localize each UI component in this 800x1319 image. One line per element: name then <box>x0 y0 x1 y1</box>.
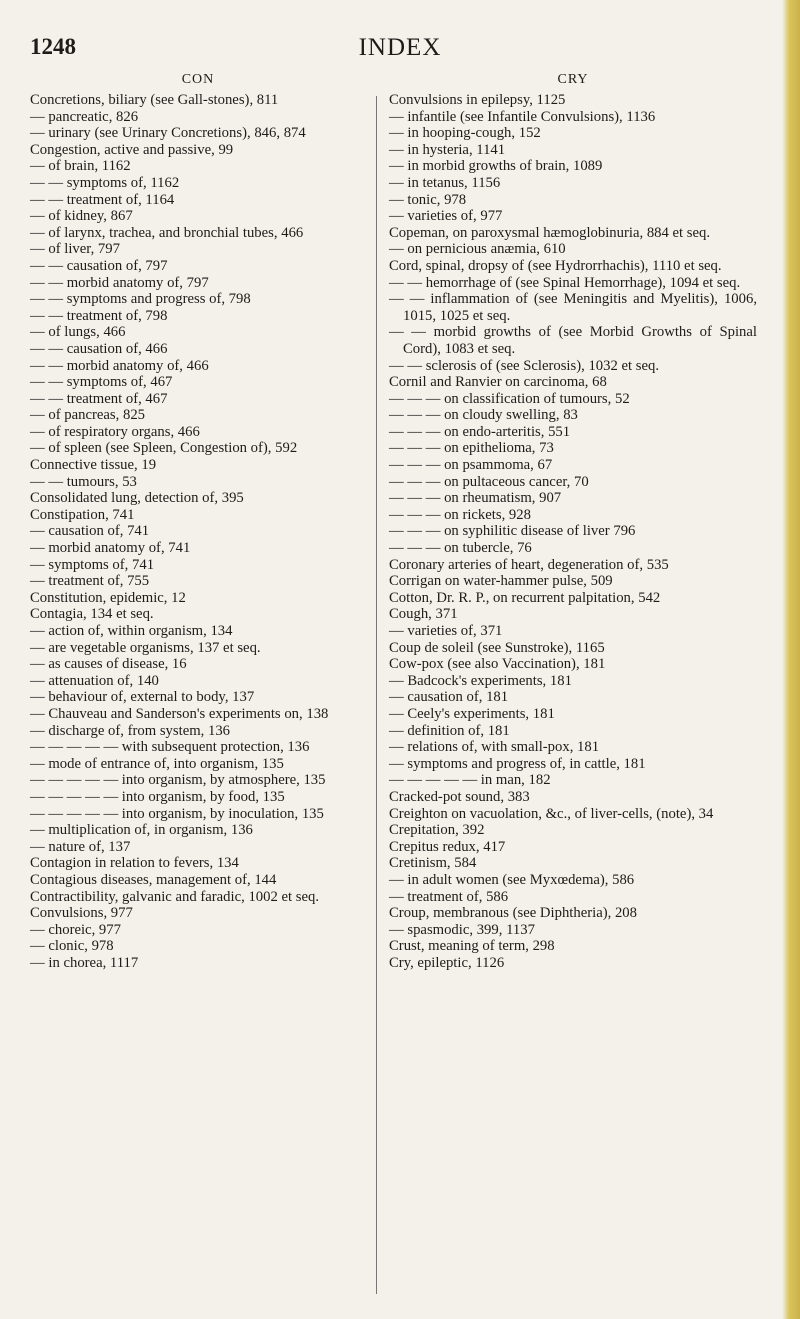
index-entry: — — — on syphilitic disease of liver 796 <box>389 523 636 540</box>
index-entry: — causation of, 741 <box>30 523 150 540</box>
index-entry: — — — on epithelioma, 73 <box>389 440 554 457</box>
index-entry: — clonic, 978 <box>30 938 114 955</box>
page-edge-strip <box>782 0 800 1319</box>
index-entry: — treatment of, 755 <box>30 573 150 590</box>
index-entry: — varieties of, 977 <box>389 208 503 225</box>
index-entry: — — — on pultaceous cancer, 70 <box>389 473 589 490</box>
index-entry: Constipation, 741 <box>30 506 135 523</box>
index-entry: Crepitation, 392 <box>389 822 485 839</box>
index-entry: Corrigan on water-hammer pulse, 509 <box>389 573 613 590</box>
index-entry: — as causes of disease, 16 <box>30 656 187 673</box>
index-entry: Cry, epileptic, 1126 <box>389 954 505 971</box>
index-entry: Constitution, epidemic, 12 <box>30 589 186 606</box>
index-entry: Contractibility, galvanic and faradic, 1002 et seq. <box>30 888 320 905</box>
index-entry: — — — on classification of tumours, 52 <box>389 390 630 407</box>
index-entry: — pancreatic, 826 <box>30 108 139 125</box>
index-entry: — — — on rickets, 928 <box>389 506 531 523</box>
index-entry: Crepitus redux, 417 <box>389 838 506 855</box>
index-entry: — — tumours, 53 <box>30 473 137 490</box>
index-entry: Contagion in relation to fevers, 134 <box>30 855 239 872</box>
page-number: 1248 <box>30 34 76 59</box>
index-entry: — of spleen (see Spleen, Congestion of), 592 <box>30 440 298 457</box>
index-entry: — — — — — into organism, by atmosphere, 135 <box>30 772 326 789</box>
index-entry: — tonic, 978 <box>389 191 467 208</box>
index-entry: Cracked-pot sound, 383 <box>389 788 530 805</box>
index-entry: — discharge of, from system, 136 <box>30 722 231 739</box>
index-entry: Crust, meaning of term, 298 <box>389 938 555 955</box>
index-entry: Croup, membranous (see Diphtheria), 208 <box>389 905 637 922</box>
index-entry: — — — — — into organism, by food, 135 <box>30 788 285 805</box>
index-entry-list <box>389 92 757 971</box>
index-entry: — — — — — in man, 182 <box>389 772 551 789</box>
index-entry: — of liver, 797 <box>30 241 120 258</box>
index-entry: — — — on tubercle, 76 <box>389 540 532 557</box>
index-entry: — multiplication of, in organism, 136 <box>30 822 253 839</box>
column-guide-word: CON <box>181 72 215 87</box>
index-entry: Convulsions, 977 <box>30 905 133 922</box>
index-entry-list <box>30 92 366 971</box>
index-entry: — — — on endo-arteritis, 551 <box>389 423 571 440</box>
index-entry: — in adult women (see Myxœdema), 586 <box>389 871 635 888</box>
index-entry: — — causation of, 797 <box>30 257 168 274</box>
index-entry: — in tetanus, 1156 <box>389 174 501 191</box>
index-column-left <box>30 72 366 971</box>
index-entry: Copeman, on paroxysmal hæmoglobinuria, 884 et seq. <box>389 224 711 241</box>
index-entry: — — treatment of, 798 <box>30 307 168 324</box>
index-entry: Concretions, biliary (see Gall-stones), 811 <box>30 92 279 108</box>
index-entry: — treatment of, 586 <box>389 888 509 905</box>
index-entry: Consolidated lung, detection of, 395 <box>30 490 244 507</box>
index-entry: — — treatment of, 467 <box>30 390 168 407</box>
index-entry: — — symptoms of, 467 <box>30 374 173 391</box>
index-entry: — attenuation of, 140 <box>30 672 159 689</box>
index-entry: Cretinism, 584 <box>389 855 477 872</box>
index-entry: — infantile (see Infantile Convulsions), 1136 <box>389 108 656 125</box>
index-entry: — behaviour of, external to body, 137 <box>30 689 255 706</box>
index-entry: — on pernicious anæmia, 610 <box>389 241 566 258</box>
index-entry: — in hysteria, 1141 <box>389 141 506 158</box>
index-entry: — of larynx, trachea, and bronchial tubes, 466 <box>30 224 304 241</box>
index-entry: Cord, spinal, dropsy of (see Hydrorrhachis), 1110 et seq. <box>389 257 722 274</box>
page-title: INDEX <box>358 34 442 61</box>
index-entry: Congestion, active and passive, 99 <box>30 141 234 158</box>
index-entry: — — morbid growths of (see Morbid Growths of Spinal Cord), 1083 et seq. <box>389 324 757 357</box>
index-entry: — — morbid anatomy of, 797 <box>30 274 209 291</box>
index-entry: Cow-pox (see also Vaccination), 181 <box>389 656 606 673</box>
index-entry: — choreic, 977 <box>30 921 121 938</box>
index-entry: — definition of, 181 <box>389 722 510 739</box>
index-entry: — of kidney, 867 <box>30 208 133 225</box>
index-entry: — relations of, with small-pox, 181 <box>389 739 600 756</box>
index-entry: Coronary arteries of heart, degeneration of, 535 <box>389 556 669 573</box>
index-entry: Creighton on vacuolation, &c., of liver-cells, (note), 34 <box>389 805 714 822</box>
index-entry: Cornil and Ranvier on carcinoma, 68 <box>389 374 607 391</box>
index-entry: Cough, 371 <box>389 606 458 623</box>
page-header <box>30 34 770 66</box>
index-entry: — — sclerosis of (see Sclerosis), 1032 et seq. <box>389 357 660 374</box>
index-entry: Cotton, Dr. R. P., on recurrent palpitation, 542 <box>389 589 661 606</box>
index-entry: — varieties of, 371 <box>389 623 503 639</box>
index-entry: — action of, within organism, 134 <box>30 623 233 639</box>
index-entry: — mode of entrance of, into organism, 135 <box>30 755 284 772</box>
index-entry: — symptoms and progress of, in cattle, 181 <box>389 755 646 772</box>
index-entry: — — causation of, 466 <box>30 340 168 357</box>
index-entry: — Chauveau and Sanderson's experiments on, 138 <box>30 705 329 722</box>
index-entry: — in morbid growths of brain, 1089 <box>389 158 603 175</box>
index-entry: — — hemorrhage of (see Spinal Hemorrhage), 1094 et seq. <box>389 274 741 291</box>
index-entry: — — treatment of, 1164 <box>30 191 175 208</box>
index-column-right <box>389 72 757 971</box>
index-entry: — Ceely's experiments, 181 <box>389 705 555 722</box>
index-entry: — morbid anatomy of, 741 <box>30 540 191 557</box>
index-entry: — in chorea, 1117 <box>30 954 139 971</box>
index-entry: — of lungs, 466 <box>30 324 126 341</box>
index-entry: — — — — — with subsequent protection, 136 <box>30 739 310 756</box>
index-entry: — urinary (see Urinary Concretions), 846, 874 <box>30 125 306 142</box>
index-entry: — — morbid anatomy of, 466 <box>30 357 209 374</box>
index-entry: — symptoms of, 741 <box>30 556 155 573</box>
index-entry: — — — on psammoma, 67 <box>389 457 553 474</box>
index-entry: Connective tissue, 19 <box>30 457 157 474</box>
index-entry: — — symptoms and progress of, 798 <box>30 291 251 308</box>
index-entry: Contagious diseases, management of, 144 <box>30 871 277 888</box>
column-guide-word: CRY <box>557 72 589 87</box>
index-entry: Coup de soleil (see Sunstroke), 1165 <box>389 639 605 656</box>
index-entry: — of pancreas, 825 <box>30 407 146 424</box>
index-entry: — spasmodic, 399, 1137 <box>389 921 535 938</box>
index-entry: — Badcock's experiments, 181 <box>389 672 572 689</box>
index-entry: — are vegetable organisms, 137 et seq. <box>30 639 261 656</box>
index-entry: — — — on cloudy swelling, 83 <box>389 407 578 424</box>
index-entry: — in hooping-cough, 152 <box>389 125 541 142</box>
index-entry: Contagia, 134 et seq. <box>30 606 154 623</box>
index-entry: Convulsions in epilepsy, 1125 <box>389 92 566 108</box>
column-divider <box>376 96 377 1294</box>
index-entry: — — — — — into organism, by inoculation, 135 <box>30 805 324 822</box>
index-entry: — nature of, 137 <box>30 838 131 855</box>
index-entry: — — — on rheumatism, 907 <box>389 490 562 507</box>
index-entry: — of respiratory organs, 466 <box>30 423 200 440</box>
index-entry: — of brain, 1162 <box>30 158 131 175</box>
index-entry: — causation of, 181 <box>389 689 509 706</box>
index-entry: — — inflammation of (see Meningitis and Myelitis), 1006, 1015, 1025 et seq. <box>389 291 757 324</box>
index-entry: — — symptoms of, 1162 <box>30 174 180 191</box>
